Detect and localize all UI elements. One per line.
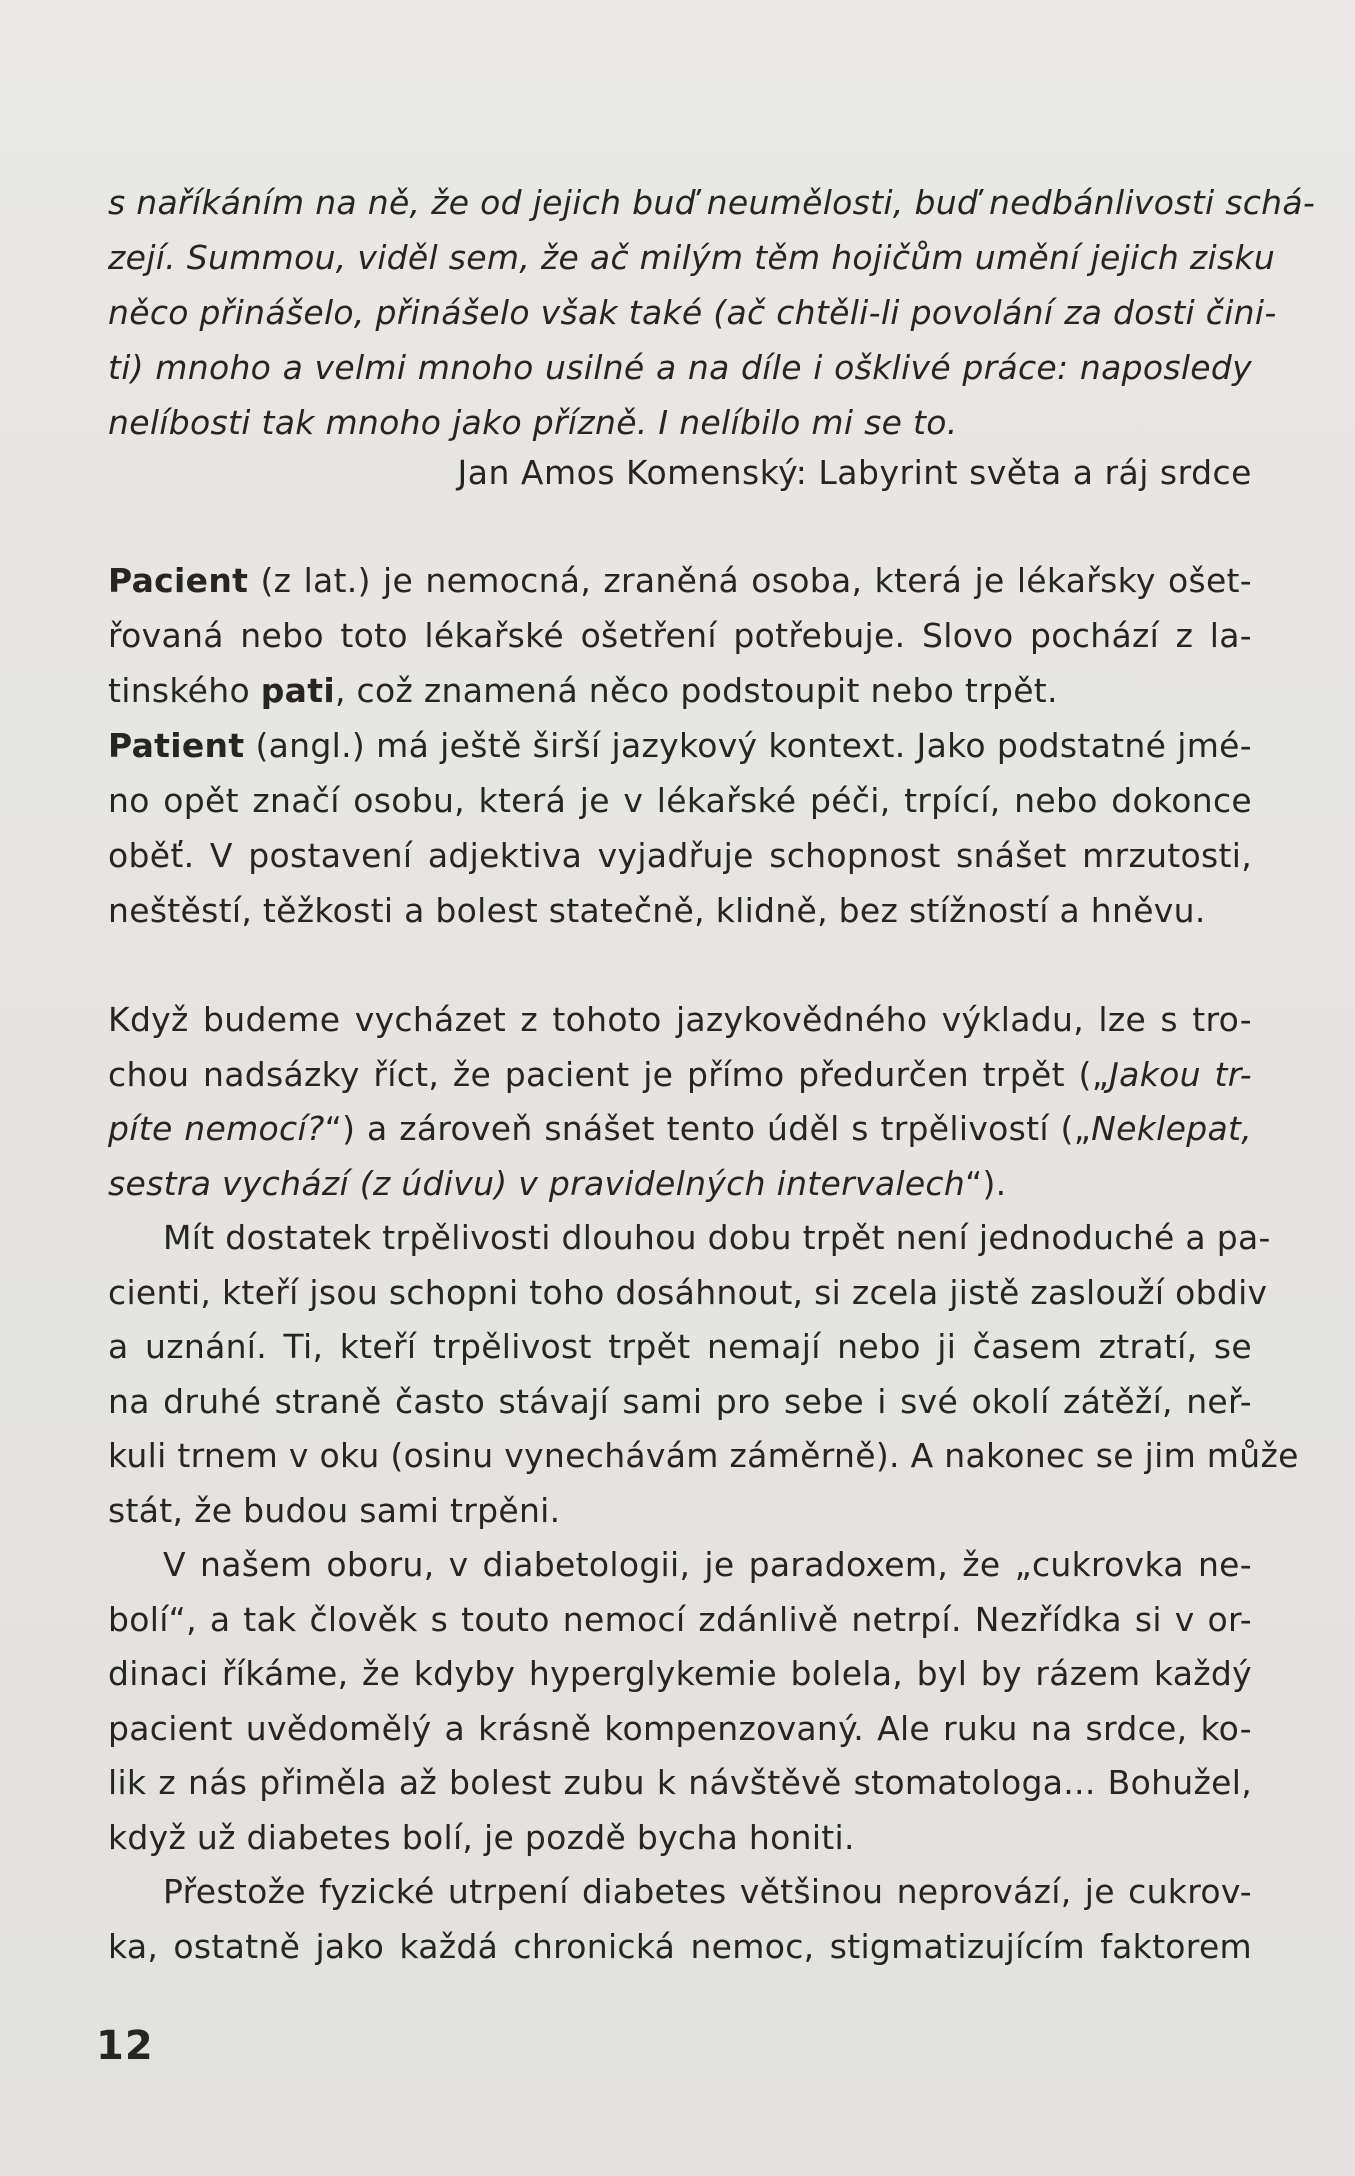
komensky-quote — [108, 175, 1316, 450]
definition-text: (z lat.) je nemocná, zraněná osoba, která je lékařsky ošet- — [248, 561, 1252, 600]
inline-italic: Neklepat, — [1091, 1109, 1252, 1148]
definition-text: tinského — [108, 671, 261, 710]
paragraph-line: bolí“, a tak člověk s touto nemocí zdánlivě netrpí. Nezřídka si v or- — [108, 1599, 1252, 1639]
page-number: 12 — [96, 2023, 154, 2069]
paragraph-line: lik z nás přiměla až bolest zubu k návštěvě stomatologa... Bohužel, — [108, 1763, 1252, 1802]
paragraph-line: kuli trnem v oku (osinu vynechávám záměrně). A nakonec se jim může — [108, 1436, 1299, 1475]
term-patient: Patient — [108, 726, 245, 765]
inline-italic: sestra vychází (z údivu) v pravidelných intervalech — [108, 1163, 966, 1203]
inline-italic: píte nemocí? — [108, 1109, 325, 1148]
paragraph-line — [108, 1048, 1252, 1103]
definition-line: řovaná nebo toto lékařské ošetření potřebuje. Slovo pochází z la- — [108, 616, 1252, 655]
paragraph-line: ka, ostatně jako každá chronická nemoc, stigmatizujícím faktorem — [108, 1926, 1252, 1966]
inline-italic: Jakou tr- — [1109, 1054, 1252, 1094]
definition-line: neštěstí, těžkosti a bolest statečně, klidně, bez stížností a hněvu. — [108, 891, 1206, 930]
quote-line: zejí. Summou, viděl sem, že ač milým těm hojičům umění jejich zisku — [108, 238, 1276, 277]
paragraph-line: když už diabetes bolí, je pozdě bycha honiti. — [108, 1817, 855, 1857]
paragraph-line: V našem oboru, v diabetologii, je paradoxem, že „cukrovka ne- — [163, 1545, 1252, 1584]
inline-text: “). — [965, 1163, 1007, 1203]
definition-line — [108, 718, 1252, 773]
definition-text: , což znamená něco podstoupit nebo trpět. — [334, 671, 1058, 710]
paragraph-line: stát, že budou sami trpěni. — [108, 1490, 561, 1530]
inline-text: “) a zároveň snášet tento úděl s trpělivostí („ — [324, 1109, 1092, 1148]
definition-line: oběť. V postavení adjektiva vyjadřuje schopnost snášet mrzutosti, — [108, 836, 1252, 875]
definition-text: (angl.) má ještě širší jazykový kontext. Jako podstatné jmé- — [244, 726, 1252, 765]
paragraph-line: dinaci říkáme, že kdyby hyperglykemie bolela, byl by rázem každý — [108, 1654, 1252, 1693]
definition-section — [108, 553, 1252, 938]
body-text — [108, 993, 1299, 1974]
paragraph-line: pacient uvědomělý a krásně kompenzovaný. Ale ruku na srdce, ko- — [108, 1708, 1252, 1748]
quote-line: něco přinášelo, přinášelo však také (ač chtěli-li povolání za dosti čini- — [108, 293, 1277, 332]
quote-line: nelíbosti tak mnoho jako přízně. I nelíbilo mi se to. — [108, 403, 958, 442]
paragraph-line: Když budeme vycházet z tohoto jazykovědného výkladu, lze s tro- — [108, 1000, 1252, 1039]
paragraph-line — [108, 1157, 1252, 1212]
term-pati: pati — [260, 671, 335, 710]
quote-line: ti) mnoho a velmi mnoho usilné a na díle i ošklivé práce: naposledy — [108, 348, 1252, 387]
paragraph-line: Přestože fyzické utrpení diabetes většinou neprovází, je cukrov- — [163, 1872, 1252, 1911]
definition-line: no opět značí osobu, která je v lékařské péči, trpící, nebo dokonce — [108, 781, 1252, 820]
paragraph-line: a uznání. Ti, kteří trpělivost trpět nemají nebo ji časem ztratí, se — [108, 1327, 1252, 1366]
definition-line — [108, 663, 1252, 718]
paragraph-line: Mít dostatek trpělivosti dlouhou dobu trpět není jednoduché a pa- — [163, 1218, 1271, 1257]
paragraph-line: na druhé straně často stávají sami pro sebe i své okolí zátěží, neř- — [108, 1381, 1252, 1421]
inline-text: chou nadsázky říct, že pacient je přímo předurčen trpět („ — [108, 1054, 1110, 1094]
paragraph-line — [108, 1102, 1252, 1157]
quote-citation: Jan Amos Komenský: Labyrint světa a ráj srdce — [457, 453, 1252, 492]
quote-line: s naříkáním na ně, že od jejich buď neumělosti, buď nedbánlivosti schá- — [108, 183, 1316, 222]
paragraph-line: cienti, kteří jsou schopni toho dosáhnout, si zcela jistě zaslouží obdiv — [108, 1272, 1268, 1312]
term-pacient: Pacient — [108, 561, 249, 600]
definition-line — [108, 553, 1252, 608]
